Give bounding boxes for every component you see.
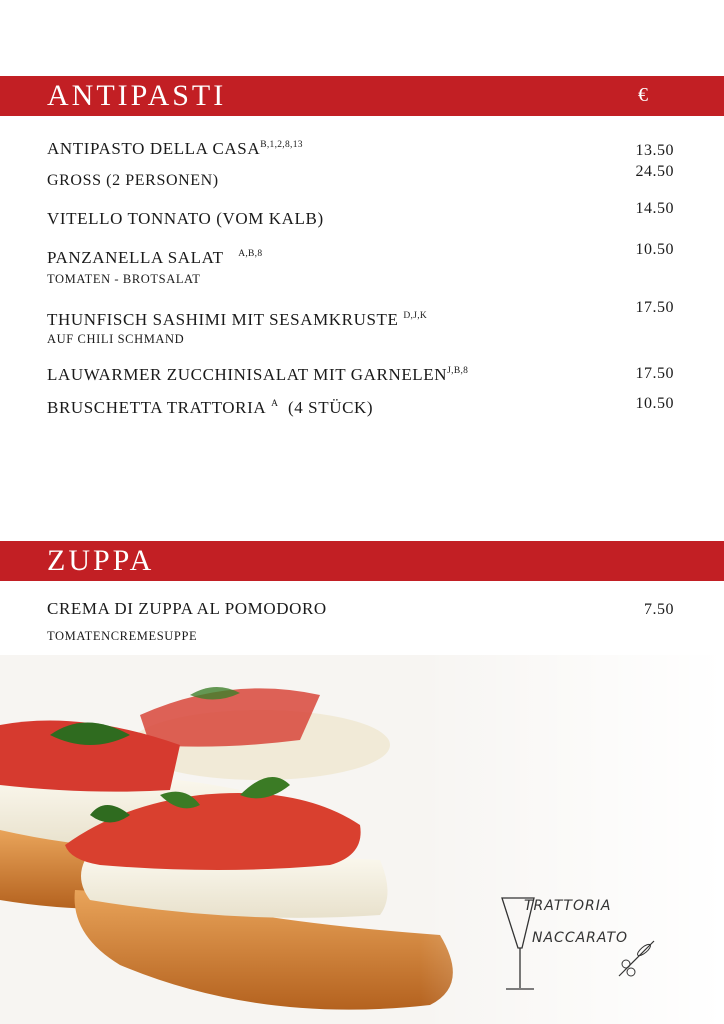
allergen-codes: B,1,2,8,13	[260, 140, 303, 150]
menu-item-panzanella-salat: PANZANELLA SALAT $^{A,B,8}$	[47, 248, 263, 267]
menu-item-vitello-tonnato: VITELLO TONNATO (VOM KALB)	[47, 209, 324, 228]
trattoria-logo	[496, 890, 676, 1000]
allergen-codes: D,J,K	[403, 311, 428, 321]
menu-item-description: AUF CHILI SCHMAND	[47, 332, 185, 346]
menu-item-bruschetta: BRUSCHETTA TRATTORIA $^A$ (4 STÜCK)	[47, 398, 374, 417]
menu-item-thunfisch-sashimi: THUNFISCH SASHIMI MIT SESAMKRUSTE $^{D,J,K}$	[47, 310, 428, 329]
price: 10.50	[635, 241, 674, 258]
menu-item-antipasto-della-casa: ANTIPASTO DELLA $CASA^{B,1,2,8,13}$	[47, 139, 303, 158]
section-title-zuppa: ZUPPA	[47, 544, 155, 577]
menu-item-description: TOMATENCREMESUPPE	[47, 629, 198, 643]
allergen-codes: J,B,8	[447, 366, 469, 376]
olive-branch-icon	[614, 936, 664, 986]
allergen-codes: A	[271, 399, 279, 409]
menu-item-zucchinisalat: LAUWARMER ZUCCHINISALAT MIT $GARNELEN^{J,B,8}$	[47, 365, 469, 384]
price: 13.50	[635, 142, 674, 159]
menu-item-gross: GROSS (2 PERSONEN)	[47, 172, 219, 189]
price: 17.50	[635, 299, 674, 316]
price: 14.50	[635, 200, 674, 217]
section-title-antipasti: ANTIPASTI	[47, 79, 227, 112]
zuppa-header	[0, 541, 724, 581]
price: 24.50	[635, 163, 674, 180]
logo-line-2: NACCARATO	[532, 930, 629, 946]
antipasti-header	[0, 76, 724, 116]
menu-item-description: TOMATEN - BROTSALAT	[47, 272, 201, 286]
currency-symbol: €	[638, 84, 648, 106]
logo-line-1: TRATTORIA	[524, 898, 612, 914]
allergen-codes: A,B,8	[238, 249, 263, 259]
price: 7.50	[644, 601, 674, 618]
price: 10.50	[635, 395, 674, 412]
price: 17.50	[635, 365, 674, 382]
menu-item-crema-di-zuppa: CREMA DI ZUPPA AL POMODORO	[47, 599, 327, 618]
